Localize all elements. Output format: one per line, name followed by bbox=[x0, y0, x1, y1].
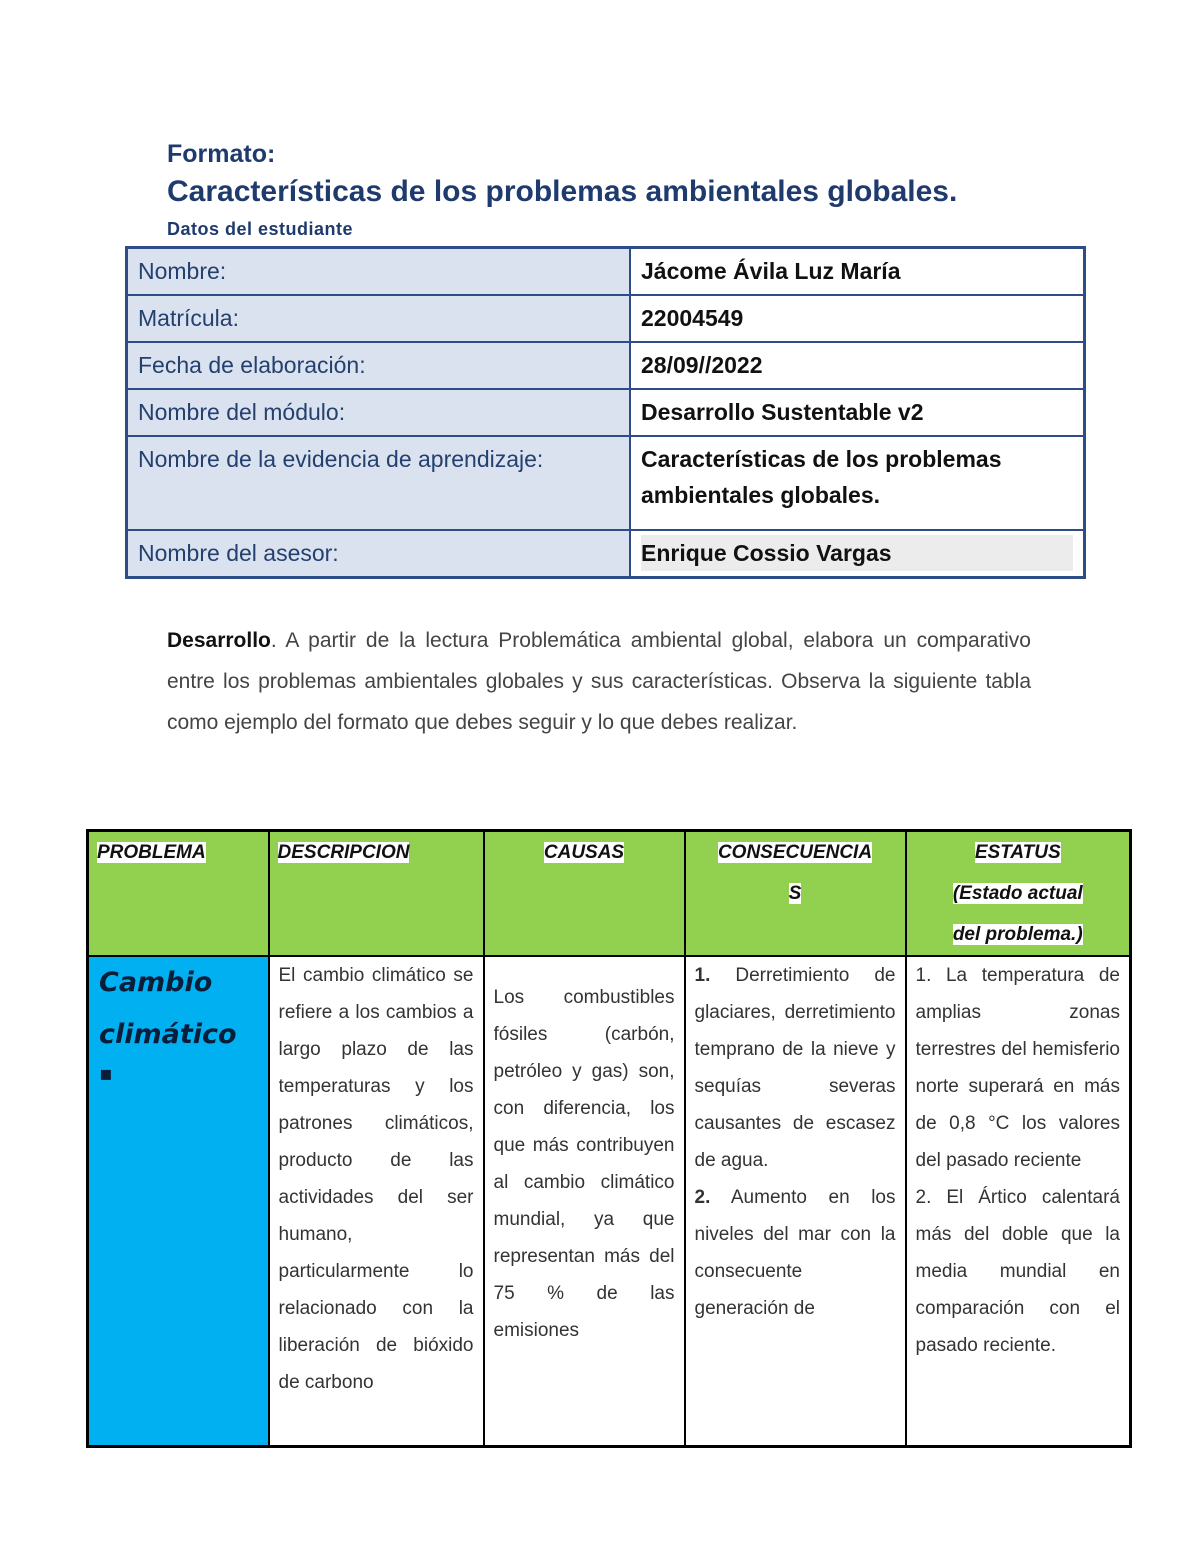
module-label: Nombre del módulo: bbox=[127, 389, 631, 436]
development-paragraph bbox=[167, 620, 1031, 743]
document-title: Características de los problemas ambientales globales. bbox=[167, 175, 958, 208]
student-id-value: 22004549 bbox=[630, 295, 1085, 342]
consequence-1-number: 1. bbox=[694, 965, 711, 986]
causes-cell: Los combustibles fósiles (carbón, petróleo y gas) son, con diferencia, los que más contribuyen al cambio climático mundial, ya que representan más del 75 % de las emisiones bbox=[484, 956, 685, 1447]
module-value: Desarrollo Sustentable v2 bbox=[630, 389, 1085, 436]
problem-line-2: climático bbox=[99, 1019, 237, 1050]
header-description: DESCRIPCION bbox=[269, 831, 484, 957]
student-id-label: Matrícula: bbox=[127, 295, 631, 342]
header-problem: PROBLEMA bbox=[88, 831, 269, 957]
student-data-table bbox=[125, 246, 1086, 579]
student-name-label: Nombre: bbox=[127, 248, 631, 296]
header-row bbox=[88, 831, 1131, 957]
status-cell bbox=[906, 956, 1131, 1447]
table-row bbox=[127, 248, 1085, 296]
format-label: Formato: bbox=[167, 140, 276, 168]
status-item-2: 2. El Ártico calentará más del doble que la media mundial en comparación con el pasado reciente. bbox=[915, 1187, 1120, 1356]
evidence-label: Nombre de la evidencia de aprendizaje: bbox=[127, 436, 631, 530]
consequence-2-text: Aumento en los niveles del mar con la consecuente generación de bbox=[694, 1187, 896, 1319]
description-cell: El cambio climático se refiere a los cambios a largo plazo de las temperaturas y los patrones climáticos, producto de las actividades del ser humano, particularmente lo relacionado con la liberación de bióxido de carbono bbox=[269, 956, 484, 1447]
consequences-cell bbox=[685, 956, 906, 1447]
table-row bbox=[88, 956, 1131, 1447]
status-item-1: 1. La temperatura de amplias zonas terrestres del hemisferio norte superará en más de 0,8 °C los valores del pasado reciente bbox=[915, 965, 1120, 1171]
header-causes: CAUSAS bbox=[484, 831, 685, 957]
advisor-label: Nombre del asesor: bbox=[127, 530, 631, 578]
date-label: Fecha de elaboración: bbox=[127, 342, 631, 389]
development-lead: Desarrollo bbox=[167, 629, 271, 652]
header-status: ESTATUS (Estado actual del problema.) bbox=[906, 831, 1131, 957]
problem-line-1: Cambio bbox=[99, 967, 213, 998]
consequence-1-text: Derretimiento de glaciares, derretimiento temprano de la nieve y sequías severas causantes de escasez de agua. bbox=[694, 965, 896, 1171]
bullet-icon: ▪ bbox=[99, 1061, 113, 1085]
consequence-2-number: 2. bbox=[694, 1187, 711, 1208]
table-row bbox=[127, 436, 1085, 530]
header-consequences: CONSECUENCIA S bbox=[685, 831, 906, 957]
table-row bbox=[127, 342, 1085, 389]
comparison-table bbox=[86, 829, 1132, 1448]
table-row bbox=[127, 389, 1085, 436]
table-row bbox=[127, 530, 1085, 578]
table-row bbox=[127, 295, 1085, 342]
student-name-value: Jácome Ávila Luz María bbox=[630, 248, 1085, 296]
date-value: 28/09//2022 bbox=[630, 342, 1085, 389]
advisor-value bbox=[630, 530, 1085, 578]
student-section-label: Datos del estudiante bbox=[167, 219, 354, 239]
advisor-name: Enrique Cossio Vargas bbox=[641, 535, 1073, 571]
problem-cell bbox=[88, 956, 269, 1447]
development-text: . A partir de la lectura Problemática ambiental global, elabora un comparativo entre los problemas ambientales globales y sus características. Observa la siguiente tabla como ejemplo del formato que debes seguir y lo que debes realizar. bbox=[167, 629, 1031, 734]
evidence-value: Características de los problemas ambientales globales. bbox=[630, 436, 1085, 530]
